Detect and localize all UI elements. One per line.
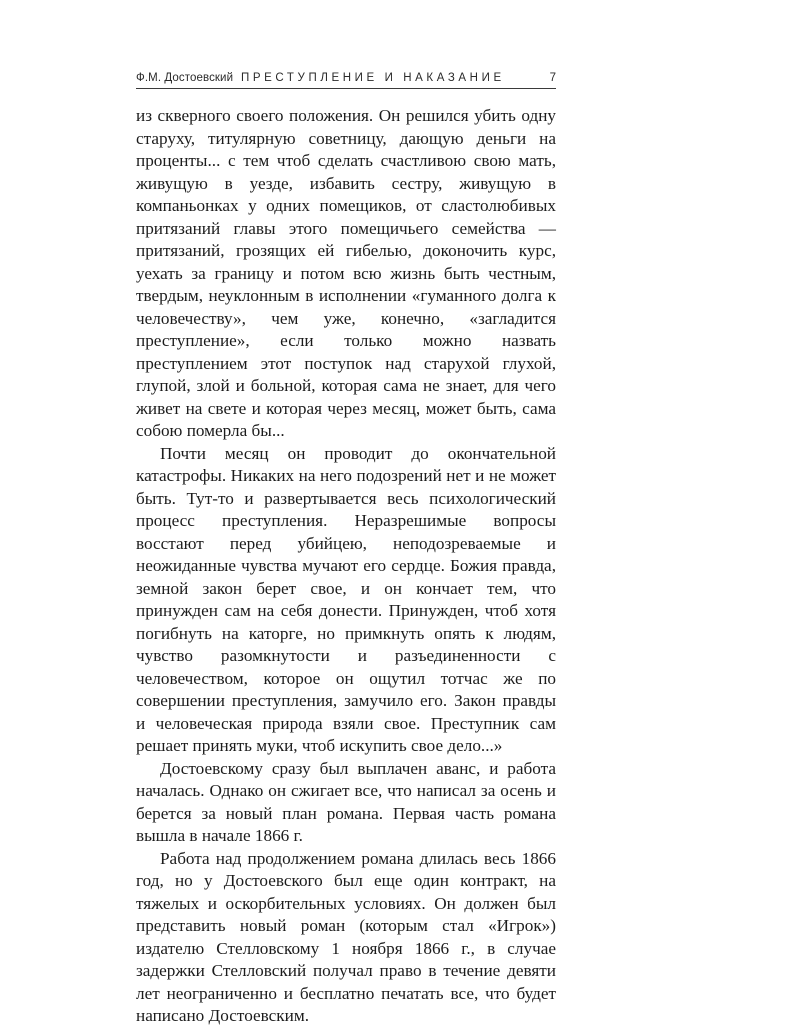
running-head-author: Ф.М. Достоевский: [136, 72, 234, 84]
paragraph: Почти месяц он проводит до окончательной катастрофы. Никаких на него подозрений нет и не может быть. Тут-то и развертывается весь психологический процесс преступления. Неразрешимые вопросы восстают перед убийцею, неподозреваемые и неожиданные чувства мучают его сердце. Божия правда, земной закон берет свое, и он кончает тем, что принужден сам на себя донести. Принужден, чтоб хотя погибнуть на каторге, но примкнуть опять к людям, чувство разомкнутости и разъединенности с человечеством, которое он ощутил тотчас же по совершении преступления, замучило его. Закон правды и человеческая природа взяли свое. Преступник сам решает принять муки, чтоб искупить свое дело...»: [136, 443, 556, 755]
book-page: [136, 70, 556, 1028]
paragraph: Достоевскому сразу был выплачен аванс, и работа началась. Однако он сжигает все, что написал за осень и берется за новый план романа. Первая часть романа вышла в начале 1866 г.: [136, 758, 556, 845]
page-number: 7: [549, 72, 556, 84]
paragraph-continuation: из скверного своего положения. Он решился убить одну старуху, титулярную советницу, дающую деньги на проценты... с тем чтоб сделать счастливою свою мать, живущую в уезде, избавить сестру, живущую в компаньонках у одних помещиков, от сластолюбивых притязаний главы этого помещичьего семейства — притязаний, грозящих ей гибелью, доконочить курс, уехать за границу и потом всю жизнь быть честным, твердым, неуклонным в исполнении «гуманного долга к человечеству», чем уже, конечно, «загладится преступление», если только можно назвать преступлением этот поступок над старухой глухой, глупой, злой и больной, которая сама не знает, для чего живет на свете и которая через месяц, может быть, сама собою померла бы...: [136, 106, 556, 440]
running-head-title: ПРЕСТУПЛЕНИЕ И НАКАЗАНИЕ: [241, 72, 505, 84]
body-text: [136, 105, 556, 1028]
paragraph: Работа над продолжением романа длилась весь 1866 год, но у Достоевского был еще один контракт, на тяжелых и оскорбительных условиях. Он должен был представить новый роман (которым стал «Игрок») издателю Стелловскому 1 ноября 1866 г., в случае задержки Стелловский получал право в течение девяти лет неограниченно и бесплатно печатать все, что будет написано Достоевским.: [136, 848, 556, 1025]
running-head: [136, 70, 556, 89]
